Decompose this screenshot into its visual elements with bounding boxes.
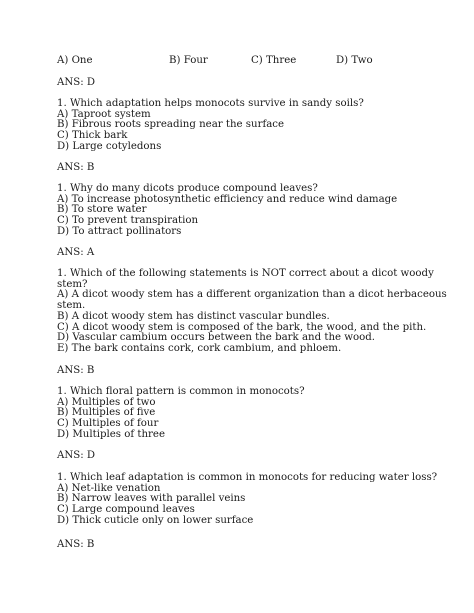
answer-line: ANS: B [57, 539, 95, 550]
question-option: C) Thick bark [57, 130, 128, 142]
answer-line: ANS: A [57, 247, 95, 258]
question-option: C) To prevent transpiration [57, 215, 199, 227]
choice-c: C) Three [251, 55, 297, 66]
question-block-1 [57, 99, 454, 153]
question-stem: 1. Why do many dicots produce compound leaves? [57, 183, 318, 194]
question-option: A) Multiples of two [57, 396, 156, 408]
choice-d: D) Two [336, 55, 373, 66]
choice-a: A) One [57, 55, 93, 66]
question-option: B) To store water [57, 204, 147, 216]
question-option: B) Fibrous roots spreading near the surface [57, 119, 285, 131]
question-stem: 1. Which leaf adaptation is common in monocots for reducing water loss? [57, 472, 438, 483]
question-option: A) To increase photosynthetic efficiency and reduce wind damage [57, 193, 398, 205]
answer-line: ANS: D [57, 450, 96, 461]
question-option-continuation: stem. [57, 300, 86, 312]
question-option: A) Taproot system [57, 108, 151, 120]
question-option: D) Large cotyledons [57, 140, 162, 152]
choice-b: B) Four [169, 55, 208, 66]
question-block-3 [57, 269, 454, 355]
question-option: C) Large compound leaves [57, 504, 195, 516]
question-stem: 1. Which of the following statements is NOT correct about a dicot woody [57, 268, 434, 279]
question-option: D) Vascular cambium occurs between the bark and the wood. [57, 332, 376, 344]
question-option: D) Thick cuticle only on lower surface [57, 514, 254, 526]
question-stem-continuation: stem? [57, 278, 88, 290]
question-option: B) Multiples of five [57, 407, 156, 419]
answer-line: ANS: B [57, 365, 95, 376]
answer-line: ANS: D [57, 77, 96, 88]
question-block-2 [57, 184, 454, 238]
question-option: A) A dicot woody stem has a different organization than a dicot herbaceous [57, 289, 447, 301]
question-option: B) Narrow leaves with parallel veins [57, 493, 246, 505]
question-option: E) The bark contains cork, cork cambium, and phloem. [57, 342, 342, 354]
question-stem: 1. Which floral pattern is common in monocots? [57, 386, 305, 397]
question-option: D) To attract pollinators [57, 225, 182, 237]
top-answer-choices [57, 56, 457, 68]
question-option: B) A dicot woody stem has distinct vascular bundles. [57, 310, 330, 322]
question-option: A) Net-like venation [57, 482, 161, 494]
question-stem: 1. Which adaptation helps monocots survive in sandy soils? [57, 98, 364, 109]
question-option: C) Multiples of four [57, 418, 159, 430]
answer-line: ANS: B [57, 162, 95, 173]
question-block-5 [57, 473, 454, 527]
question-option: D) Multiples of three [57, 428, 165, 440]
question-block-4 [57, 387, 454, 441]
question-option: C) A dicot woody stem is composed of the bark, the wood, and the pith. [57, 321, 427, 333]
